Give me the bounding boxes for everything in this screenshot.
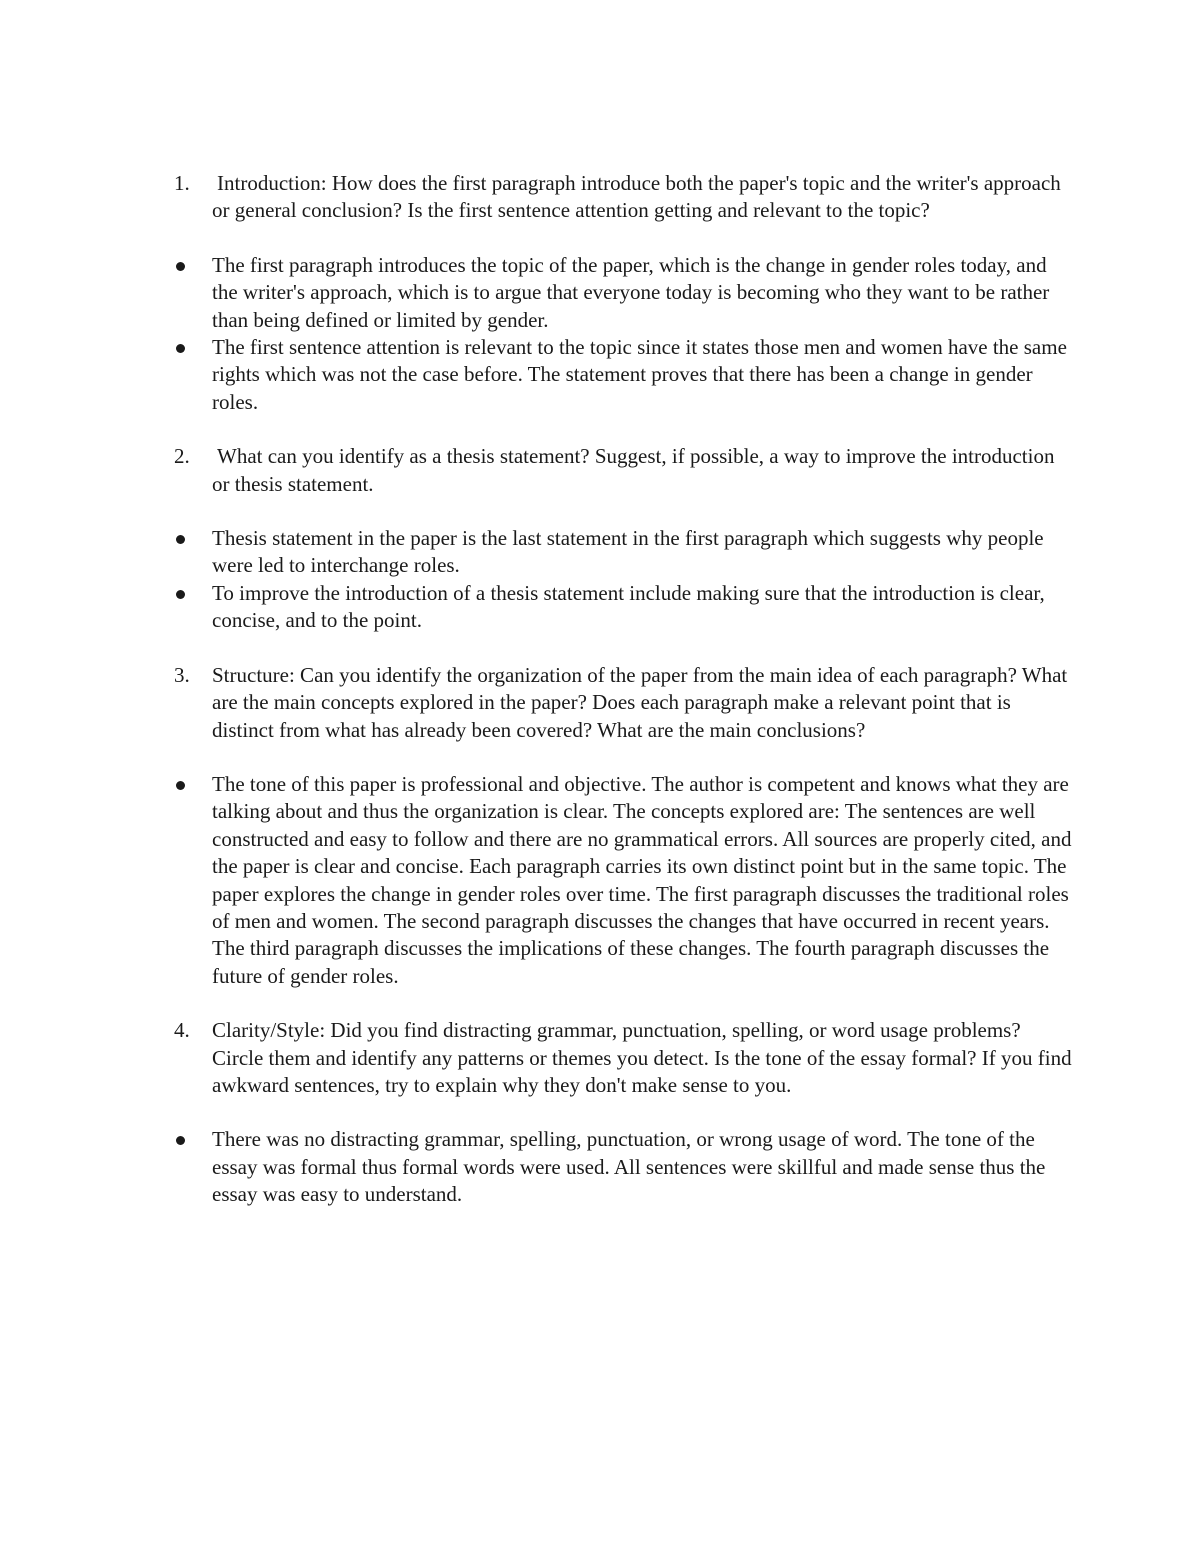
bullet-icon <box>176 1136 185 1145</box>
question-text: What can you identify as a thesis statement? Suggest, if possible, a way to improve the introduction or thesis statement. <box>212 444 1055 496</box>
answer-bullet <box>174 771 1074 990</box>
answer-bullet <box>174 334 1074 416</box>
answer-text: The tone of this paper is professional and objective. The author is competent and knows what they are talking about and thus the organization is clear. The concepts explored are: The sentences are well constructed and easy to follow and there are no grammatical errors. All sources are properly cited, and the paper is clear and concise. Each paragraph carries its own distinct point but in the same topic. The paper explores the change in gender roles over time. The first paragraph discusses the traditional roles of men and women. The second paragraph discusses the changes that have occurred in recent years. The third paragraph discusses the implications of these changes. The fourth paragraph discusses the future of gender roles. <box>212 771 1072 988</box>
answer-text: The first paragraph introduces the topic of the paper, which is the change in gender roles today, and the writer's approach, which is to argue that everyone today is becoming who they want to be rather than being defined or limited by gender. <box>212 252 1050 332</box>
bullet-icon <box>176 781 185 790</box>
bullet-icon <box>176 344 185 353</box>
answer-bullet <box>174 252 1074 334</box>
question-number: 3. <box>174 662 190 687</box>
question-2 <box>174 443 1074 498</box>
answer-bullet <box>174 525 1074 580</box>
answer-text: To improve the introduction of a thesis statement include making sure that the introduction is clear, concise, and to the point. <box>212 580 1045 633</box>
bullet-icon <box>176 535 185 544</box>
question-3 <box>174 662 1074 744</box>
question-4 <box>174 1017 1074 1099</box>
question-number: 4. <box>174 1018 190 1043</box>
document-content <box>174 170 1074 1236</box>
question-text: Clarity/Style: Did you find distracting grammar, punctuation, spelling, or word usage problems? Circle them and identify any patterns or themes you detect. Is the tone of the essay formal? If you find awkward sentences, try to explain why they don't make sense to you. <box>212 1018 1072 1097</box>
question-text: Introduction: How does the first paragraph introduce both the paper's topic and the writer's approach or general conclusion? Is the first sentence attention getting and relevant to the topic? <box>212 171 1061 223</box>
bullet-icon <box>176 262 185 271</box>
bullet-icon <box>176 590 185 599</box>
question-text: Structure: Can you identify the organization of the paper from the main idea of each paragraph? What are the main concepts explored in the paper? Does each paragraph make a relevant point that is distinct from what has already been covered? What are the main conclusions? <box>212 662 1068 742</box>
answer-text: Thesis statement in the paper is the last statement in the first paragraph which suggests why people were led to interchange roles. <box>212 526 1044 578</box>
answer-bullet <box>174 580 1074 635</box>
answer-text: The first sentence attention is relevant to the topic since it states those men and women have the same rights which was not the case before. The statement proves that there has been a change in gender roles. <box>212 335 1067 414</box>
question-1 <box>174 170 1074 225</box>
question-number: 1. <box>174 171 190 195</box>
question-number: 2. <box>174 444 190 469</box>
answer-bullet <box>174 1126 1074 1208</box>
answer-text: There was no distracting grammar, spelling, punctuation, or wrong usage of word. The tone of the essay was formal thus formal words were used. All sentences were skillful and made sense thus the essay was easy to understand. <box>212 1127 1046 1207</box>
